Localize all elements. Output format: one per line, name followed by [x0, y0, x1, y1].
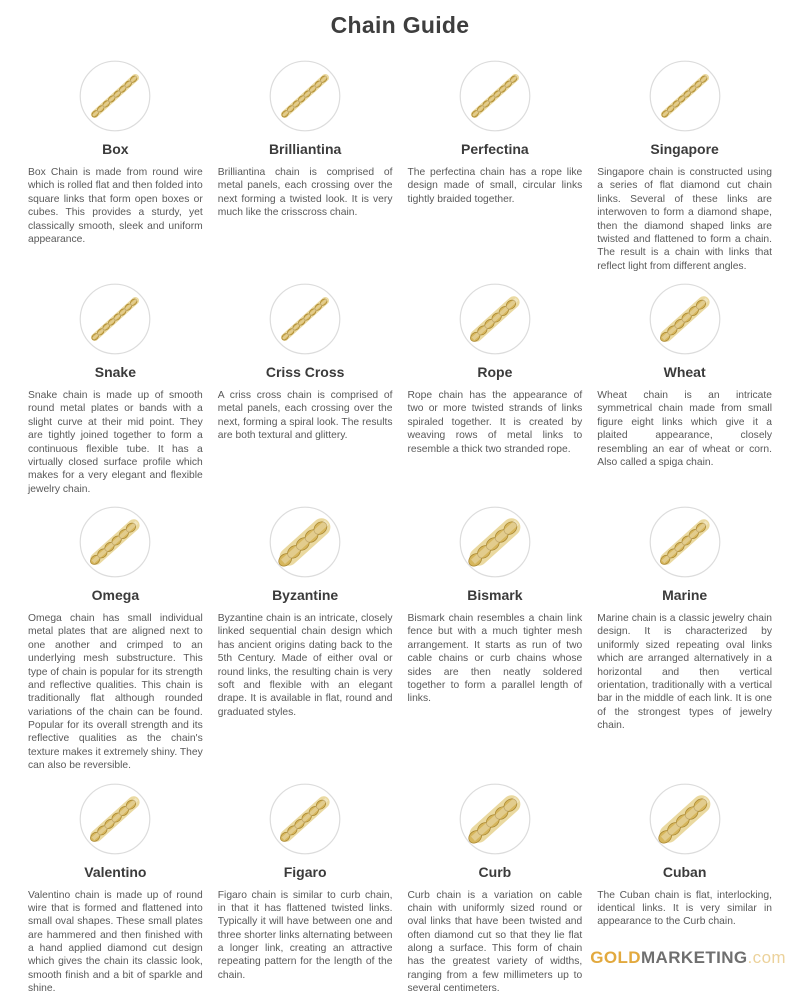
chain-name: Perfectina [461, 141, 529, 157]
chain-card-singapore [597, 59, 772, 273]
chain-name: Criss Cross [265, 364, 345, 380]
box-chain-photo [78, 59, 152, 133]
chain-grid-row-3 [28, 505, 772, 773]
chain-description: Bismark chain resembles a chain link fence but with a much tighter mesh arrangement. It starts as run of two cable chains or curb chains whose sides are then neatly soldered together to form a parallel length of links. [407, 613, 583, 705]
byzantine-chain-photo [268, 505, 342, 579]
brand-dotcom-text: .com [747, 948, 786, 967]
chain-card-rope [408, 282, 583, 456]
brand-marketing-text: MARKETING [641, 948, 748, 967]
chain-name: Bismark [467, 587, 523, 603]
chain-card-figaro [218, 782, 393, 983]
chain-description: Brilliantina chain is comprised of metal panels, each crossing over the next forming a twisted look. It is very much like the crisscross chain. [217, 167, 393, 219]
bismark-chain-photo [458, 505, 532, 579]
chain-card-perfectina [408, 59, 583, 206]
cuban-chain-photo [648, 782, 722, 856]
chain-description: Curb chain is a variation on cable chain with uniformly sized round or oval links that have been twisted and often diamond cut so that they lie flat along a surface. This form of chain has the greatest variety of widths, ranging from a few millimeters up to several centimeters. [407, 889, 583, 995]
chain-description: The Cuban chain is flat, interlocking, identical links. It is very similar in appearance to the Curb chain. [597, 889, 772, 928]
page-title: Chain Guide [330, 12, 470, 38]
brand-watermark [590, 948, 786, 968]
curb-chain-photo [458, 782, 532, 856]
chain-name: Snake [94, 364, 136, 380]
chain-description: Snake chain is made up of smooth round metal plates or bands with a slight curve at their mid point. They are tightly joined together to form a continuous flexible tube. It has a virtually closed surface profile which makes for a very elegant and flexible jewelry chain. [28, 390, 203, 495]
chain-grid [28, 59, 772, 996]
chain-card-omega [28, 505, 203, 773]
chain-card-marine [597, 505, 772, 732]
chain-card-valentino [28, 782, 203, 996]
singapore-chain-photo [648, 59, 722, 133]
chain-card-curb [408, 782, 583, 996]
chain-description: Rope chain has the appearance of two or more twisted strands of links spiraled together. It is created by weaving rows of metal links to resemble a thick two stranded rope. [407, 390, 583, 455]
chain-description: Figaro chain is similar to curb chain, in that it has flattened twisted links. Typically it will have between one and three shorter links alternating between a longer link, creating an attractive repeating pattern for the length of the chain. [217, 889, 393, 981]
chain-name: Figaro [283, 863, 327, 880]
chain-description: The perfectina chain has a rope like design made of small, circular links tightly braided together. [407, 167, 583, 205]
chain-name: Cuban [662, 863, 707, 880]
chain-card-wheat [597, 282, 772, 469]
chain-card-box [28, 59, 203, 246]
chain-name: Singapore [650, 141, 719, 157]
chain-grid-row-1 [28, 59, 772, 273]
chain-grid-row-2 [28, 282, 772, 496]
chain-name: Rope [477, 364, 513, 380]
brand-gold-text: GOLD [590, 948, 641, 967]
chain-card-byzantine [218, 505, 393, 719]
chain-description: Valentino chain is made up of round wire that is formed and flattened into small oval shapes. These small plates are hammered and then finished with a hand applied diamond cut design which gives the chain its classic look, smooth finish and a bit of sparkle and shine. [28, 889, 203, 995]
chain-name: Omega [91, 587, 140, 603]
chain-name: Valentino [84, 863, 147, 880]
perfectina-chain-photo [458, 59, 532, 133]
chain-description: Byzantine chain is an intricate, closely linked sequential chain design which has ancient origins dating back to the 5th Century. Made of either oval or round links, the resulting chain is very soft and flexible with an elegant drape. It is available in flat, round and graduated styles. [217, 613, 393, 718]
figaro-chain-photo [268, 782, 342, 856]
chain-description: Wheat chain is an intricate symmetrical chain made from small figure eight links which give it a plaited appearance, closely resembling an ear of wheat or corn. Also called a spiga chain. [597, 390, 772, 468]
chain-description: Marine chain is a classic jewelry chain design. It is characterized by uniformly sized repeating oval links which are arranged alternatively in a horizontal and then vertical orientation, traditionally with a vertical bar in the middle of each link. It is one of the strongest types of jewelry chain. [597, 613, 772, 731]
brilliantina-chain-photo [268, 59, 342, 133]
chain-description: Omega chain has small individual metal plates that are aligned next to one another and crimped to an underlying mesh substructure. This type of chain is popular for its strength and reflective qualities. This chain is traditionally flat although rounded variations of the chain can be found. Popular for its overall strength and its reflective qualities as the chain's texture makes it extremely shiny. They can also be reversible. [28, 613, 203, 772]
chain-name: Curb [478, 863, 512, 880]
wheat-chain-photo [648, 282, 722, 356]
chain-card-brilliantina [218, 59, 393, 220]
chain-name: Byzantine [272, 587, 339, 603]
valentino-chain-photo [78, 782, 152, 856]
snake-chain-photo [78, 282, 152, 356]
chain-card-criss-cross [218, 282, 393, 443]
chain-card-bismark [408, 505, 583, 706]
marine-chain-photo [648, 505, 722, 579]
chain-name: Brilliantina [268, 141, 342, 157]
omega-chain-photo [78, 505, 152, 579]
chain-name: Marine [662, 587, 708, 603]
chain-description: A criss cross chain is comprised of metal panels, each crossing over the next, forming a spiral look. The results are both textural and glittery. [217, 390, 393, 442]
chain-description: Singapore chain is constructed using a series of flat diamond cut chain links. Several of these links are interwoven to form a diamond shape, then the diamond shaped links are twisted and flattened to form a chain. The result is a chain with links that reflect light from different angles. [597, 167, 772, 272]
criss-cross-chain-photo [268, 282, 342, 356]
chain-name: Wheat [663, 364, 706, 380]
chain-card-cuban [597, 782, 772, 929]
chain-name: Box [102, 141, 129, 157]
chain-description: Box Chain is made from round wire which is rolled flat and then folded into square links that form open boxes or cubes. This provides a sturdy, yet classically smooth, sleek and uniform appearance. [28, 167, 203, 245]
chain-card-snake [28, 282, 203, 496]
rope-chain-photo [458, 282, 532, 356]
